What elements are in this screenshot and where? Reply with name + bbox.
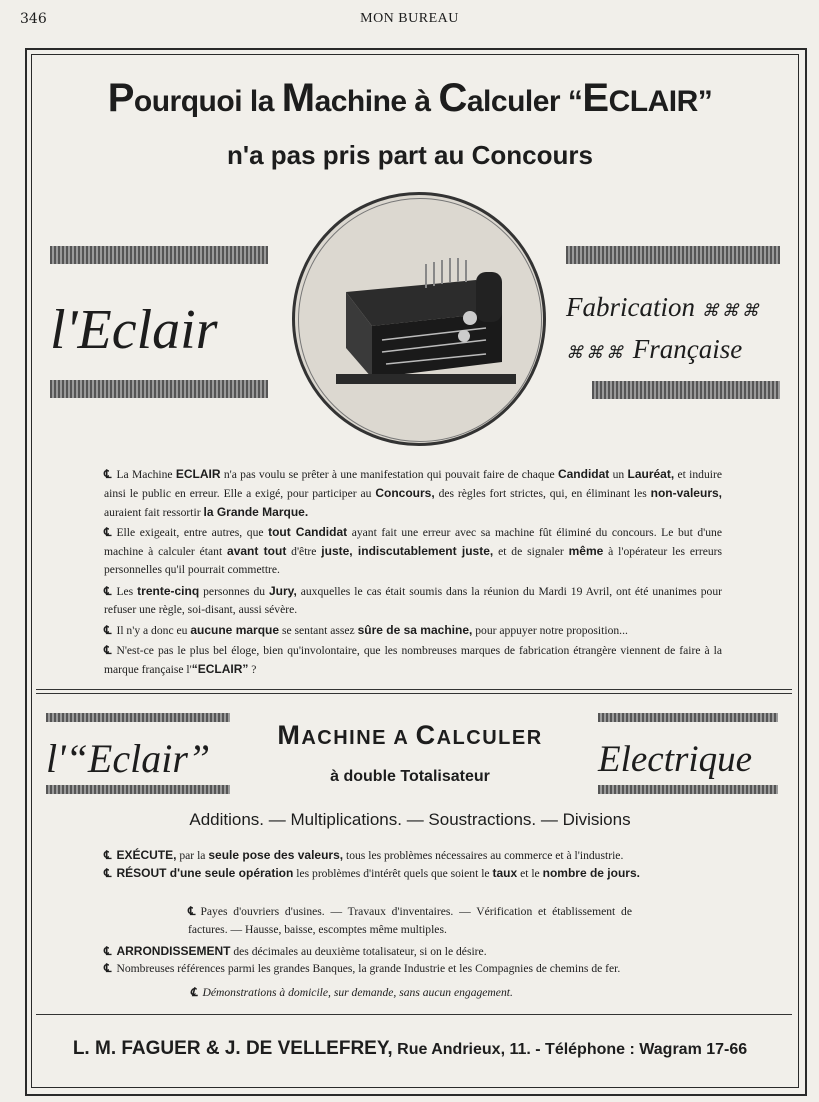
feature-demonstrations: ℄ Démonstrations à domicile, sur demande, sans aucun engagement. (190, 986, 513, 999)
subheadline: n'a pas pris part au Concours (227, 140, 593, 170)
text-run: ? (248, 663, 257, 676)
text-run: Les (116, 585, 138, 598)
ornament-icon: ⌘⌘⌘ (701, 301, 762, 320)
text-run: et le (517, 867, 543, 880)
company-name: L. M. FAGUER & J. DE VELLEFREY, (72, 1038, 393, 1059)
double-totalisateur: à double Totalisateur (330, 768, 490, 785)
stripe-left-top (50, 246, 268, 264)
paragraph-4 (104, 621, 722, 640)
paragraph-mark-icon: ℄ (104, 644, 112, 657)
text-run: n'a pas voulu se prêter à une manifestation qui pouvait faire de chaque (220, 468, 558, 481)
text-run: des règles fort strictes, qui, en éliminant les (434, 487, 651, 500)
text-run: des décimales au deuxième totalisateur, si on le désire. (230, 945, 487, 958)
stripe-s2-left-top (46, 713, 230, 722)
text-run: personnes du (199, 585, 269, 598)
text-run: Elle exigeait, entre autres, que (116, 526, 269, 539)
paragraph-mark-icon: ℄ (104, 867, 112, 880)
bold-text: RÉSOUT d'une seule opération (116, 866, 294, 880)
bold-text: juste, indiscutablement juste, (321, 544, 494, 558)
paragraph-3 (104, 582, 722, 619)
paragraph-2 (104, 523, 722, 579)
paragraph-5 (104, 642, 722, 679)
bold-text: aucune marque (190, 623, 280, 637)
operations-list: Additions. — Multiplications. — Soustractions. — Divisions (189, 810, 631, 829)
text-run: N'est-ce pas le plus bel éloge, bien qu'involontaire, que les nombreuses marques de fabrication étrangère viennent de faire à la marque française l' (104, 644, 722, 676)
electrique-label: Electrique (598, 739, 753, 780)
bold-text: “ECLAIR” (191, 662, 249, 676)
calculating-machine-illustration (326, 252, 516, 392)
headline: Pourquoi la Machine à Calculer “ECLAIR” (107, 76, 713, 120)
paragraph-mark-icon: ℄ (188, 905, 196, 918)
text-run: les problèmes d'intérêt quels que soient le (293, 867, 493, 880)
bold-text: non-valeurs, (650, 486, 722, 500)
text-run: auraient fait ressortir (104, 506, 204, 519)
stripe-s2-right-bottom (598, 785, 778, 794)
paragraph-mark-icon: ℄ (190, 986, 198, 999)
paragraph-mark-icon: ℄ (104, 468, 112, 481)
text-run: Il n'y a donc eu (116, 624, 191, 637)
stripe-s2-right-top (598, 713, 778, 722)
stripe-right-bottom (592, 381, 780, 399)
paragraph-mark-icon: ℄ (104, 526, 112, 539)
feature-references (104, 960, 720, 978)
text-run: tous les problèmes nécessaires au commerce et à l'industrie. (343, 849, 624, 862)
text-run: et de signaler (493, 545, 569, 558)
text-run: auxquelles le cas était soumis dans la réunion du Mardi 19 Avril, ont été unanimes pour refuser une règle, soi-disant, aussi sévère. (104, 585, 723, 616)
bold-text: avant tout (227, 544, 287, 558)
francaise-label: ⌘⌘⌘ Française (566, 334, 743, 364)
page-number: 346 (20, 11, 47, 27)
running-title: MON BUREAU (360, 11, 459, 26)
company-address: Rue Andrieux, 11. - Téléphone : Wagram 17-66 (392, 1041, 748, 1058)
feature-executes (104, 846, 720, 865)
bold-text: EXÉCUTE, (116, 848, 177, 862)
feature-applications (188, 903, 632, 939)
paragraph-mark-icon: ℄ (104, 962, 112, 975)
eclair-brand-secondary: l'“Eclair” (46, 736, 211, 781)
text-run: à l'opérateur les erreurs personnelles qu'il pourrait commettre. (104, 545, 723, 576)
bold-text: nombre de jours. (542, 866, 640, 880)
ornament-icon: ⌘⌘⌘ (566, 343, 626, 362)
bold-text: taux (492, 866, 518, 880)
paragraph-mark-icon: ℄ (104, 624, 112, 637)
section-divider (36, 689, 792, 694)
bold-text: tout Candidat (268, 525, 348, 539)
bold-text: seule pose des valeurs, (208, 848, 344, 862)
bold-text: Jury, (268, 584, 297, 598)
text-run: et induire ainsi le public en erreur. Elle a exigé, pour participer au (104, 468, 723, 500)
stripe-s2-left-bottom (46, 785, 230, 794)
bold-text: Candidat (557, 467, 610, 481)
paragraph-mark-icon: ℄ (104, 945, 112, 958)
footer (40, 1038, 780, 1060)
bold-text: Lauréat, (627, 467, 675, 481)
text-run: ayant fait une erreur avec sa machine fût éliminé du concours. Le but d'une machine à calculer étant (104, 526, 722, 558)
text-run: se sentant assez (279, 624, 358, 637)
text-run: d'être (286, 545, 322, 558)
fabrication-label: Fabrication ⌘⌘⌘ (566, 292, 762, 322)
bold-text: ECLAIR (175, 467, 221, 481)
text-run: pour appuyer notre proposition... (472, 624, 628, 637)
bold-text: sûre de sa machine, (357, 623, 473, 637)
bold-text: même (568, 544, 604, 558)
text-run: La Machine (116, 468, 176, 481)
bold-text: la Grande Marque. (203, 505, 309, 519)
text-run: par la (176, 849, 209, 862)
text-run: Nombreuses références parmi les grandes Banques, la grande Industrie et les Compagnies de chemins de fer. (116, 962, 621, 975)
paragraph-mark-icon: ℄ (104, 849, 112, 862)
feature-resout (104, 864, 720, 883)
paragraph-1 (104, 465, 722, 522)
footer-rule (36, 1014, 792, 1015)
text-run: Payes d'ouvriers d'usines. — Travaux d'inventaires. — Vérification et établissement de factures. — Hausse, baisse, escomptes même multiples. (188, 905, 632, 936)
paragraph-mark-icon: ℄ (104, 585, 112, 598)
text-run: un (609, 468, 628, 481)
stripe-right-top (566, 246, 780, 264)
bold-text: trente-cinq (137, 584, 200, 598)
feature-arrondissement (104, 942, 720, 961)
machine-title: MACHINE A CALCULER (277, 720, 543, 750)
eclair-brand: l'Eclair (50, 299, 218, 361)
bold-text: Concours, (375, 486, 435, 500)
bold-text: ARRONDISSEMENT (116, 944, 231, 958)
stripe-left-bottom (50, 380, 268, 398)
